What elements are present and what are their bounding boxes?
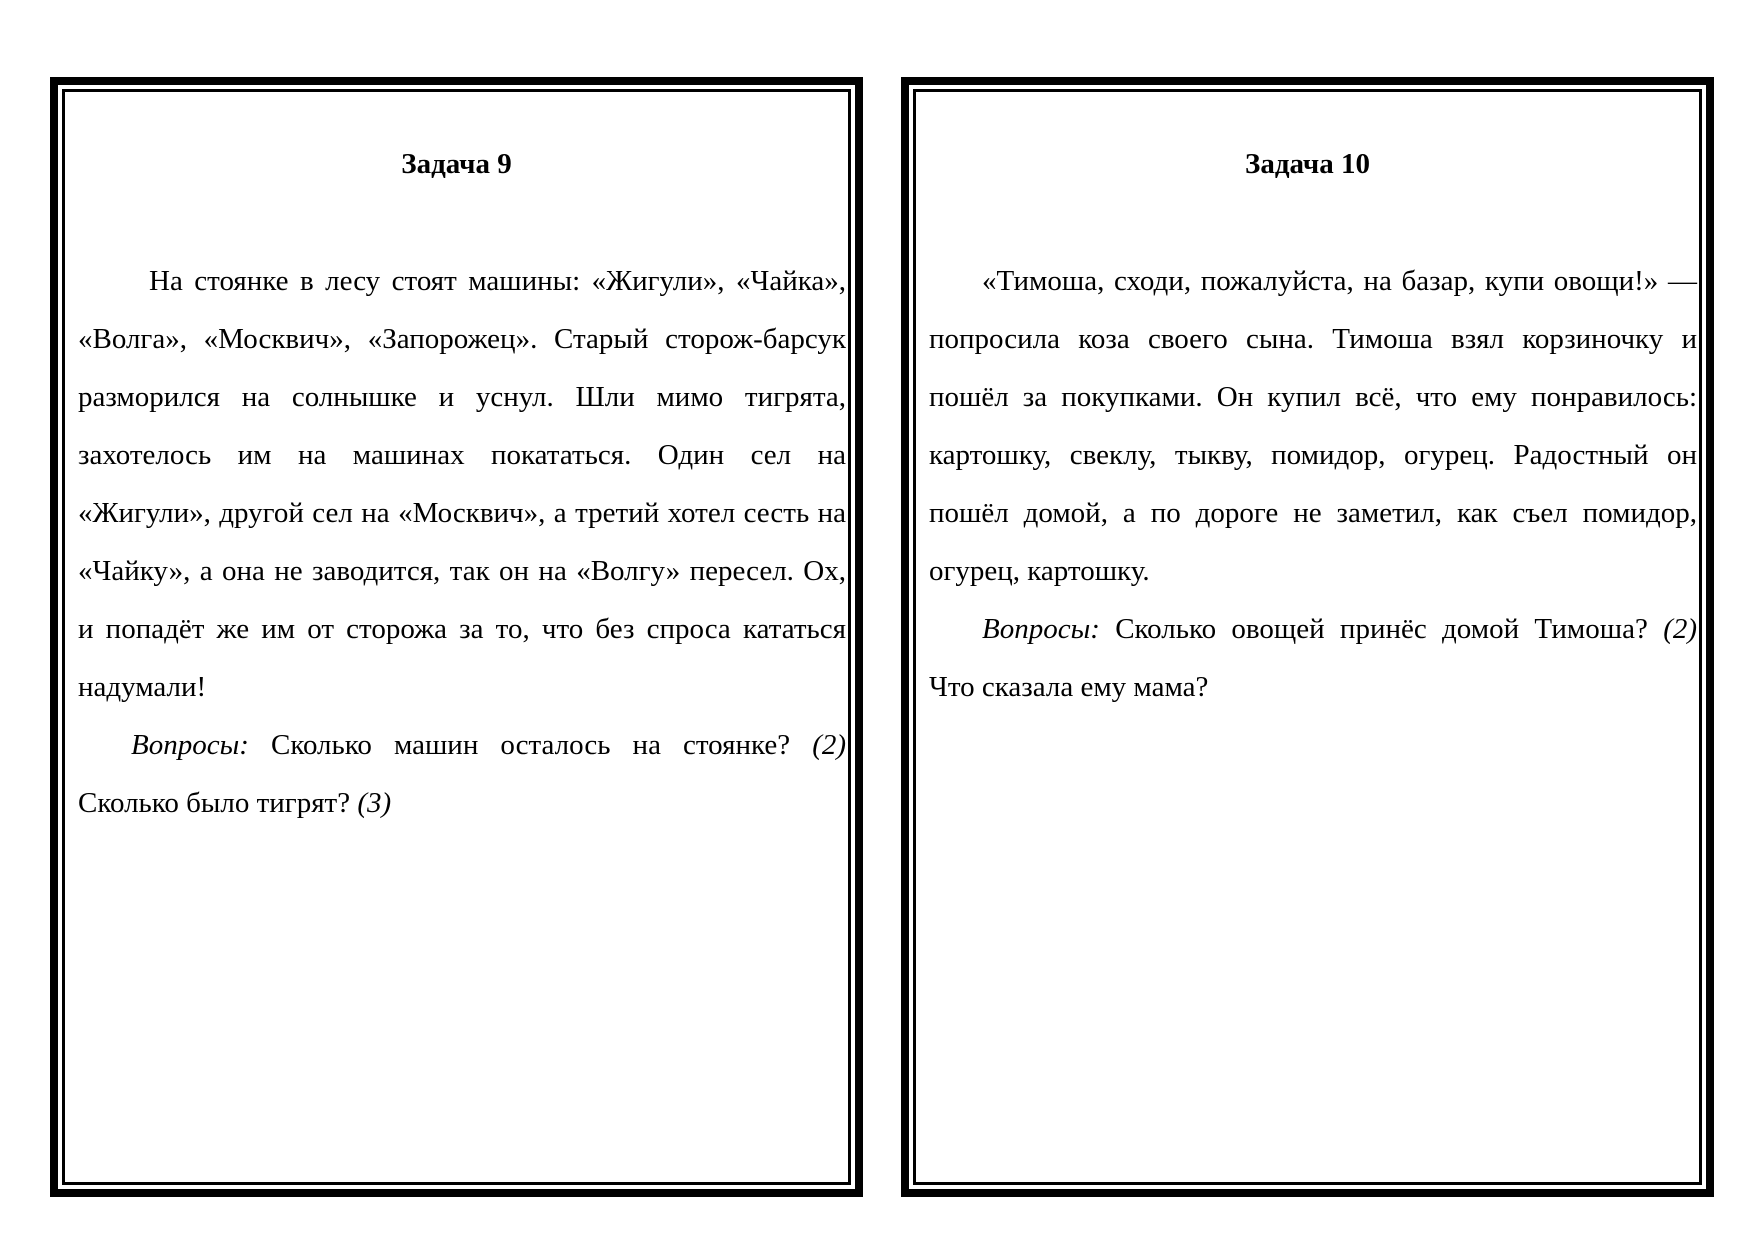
answer-2: (3) — [357, 787, 392, 819]
card-title: Задача 10 — [1245, 148, 1370, 180]
card-body — [929, 252, 1697, 716]
story-text: «Тимоша, сходи, пожалуйста, на базар, купи овощи!» — попросила коза своего сына. Тимоша взял корзиночку и пошёл за покупками. Он купил всё, что ему понравилось: картошку, свеклу, тыкву, помидор, огурец. Радостный он пошёл домой, а по дороге не заметил, как съел помидор, огурец, картошку. — [929, 265, 1697, 587]
questions-paragraph — [78, 716, 846, 832]
questions-paragraph — [929, 600, 1697, 716]
story-text: На стоянке в лесу стоят машины: «Жигули», «Чайка», «Волга», «Москвич», «Запорожец». Старый сторож-барсук разморился на солнышке и уснул. Шли мимо тигрята, захотелось им на машинах покататься. Один сел на «Жигули», другой сел на «Москвич», а третий хотел сесть на «Чайку», а она не заводится, так он на «Волгу» пересел. Ох, и попадёт же им от сторожа за то, что без спроса кататься надумали! — [78, 265, 846, 703]
task-card-9 — [50, 77, 863, 1197]
questions-label: Вопросы: — [982, 613, 1100, 645]
question-2: Что сказала ему мама? — [929, 671, 1209, 703]
question-1: Сколько овощей принёс домой Тимоша? — [1115, 613, 1648, 645]
question-2: Сколько было тигрят? — [78, 787, 351, 819]
answer-1: (2) — [1663, 613, 1698, 645]
answer-1: (2) — [812, 729, 847, 761]
card-title: Задача 9 — [401, 148, 512, 180]
questions-label: Вопросы: — [131, 729, 249, 761]
card-body — [78, 252, 846, 832]
task-card-10 — [901, 77, 1714, 1197]
question-1: Сколько машин осталось на стоянке? — [270, 729, 791, 761]
